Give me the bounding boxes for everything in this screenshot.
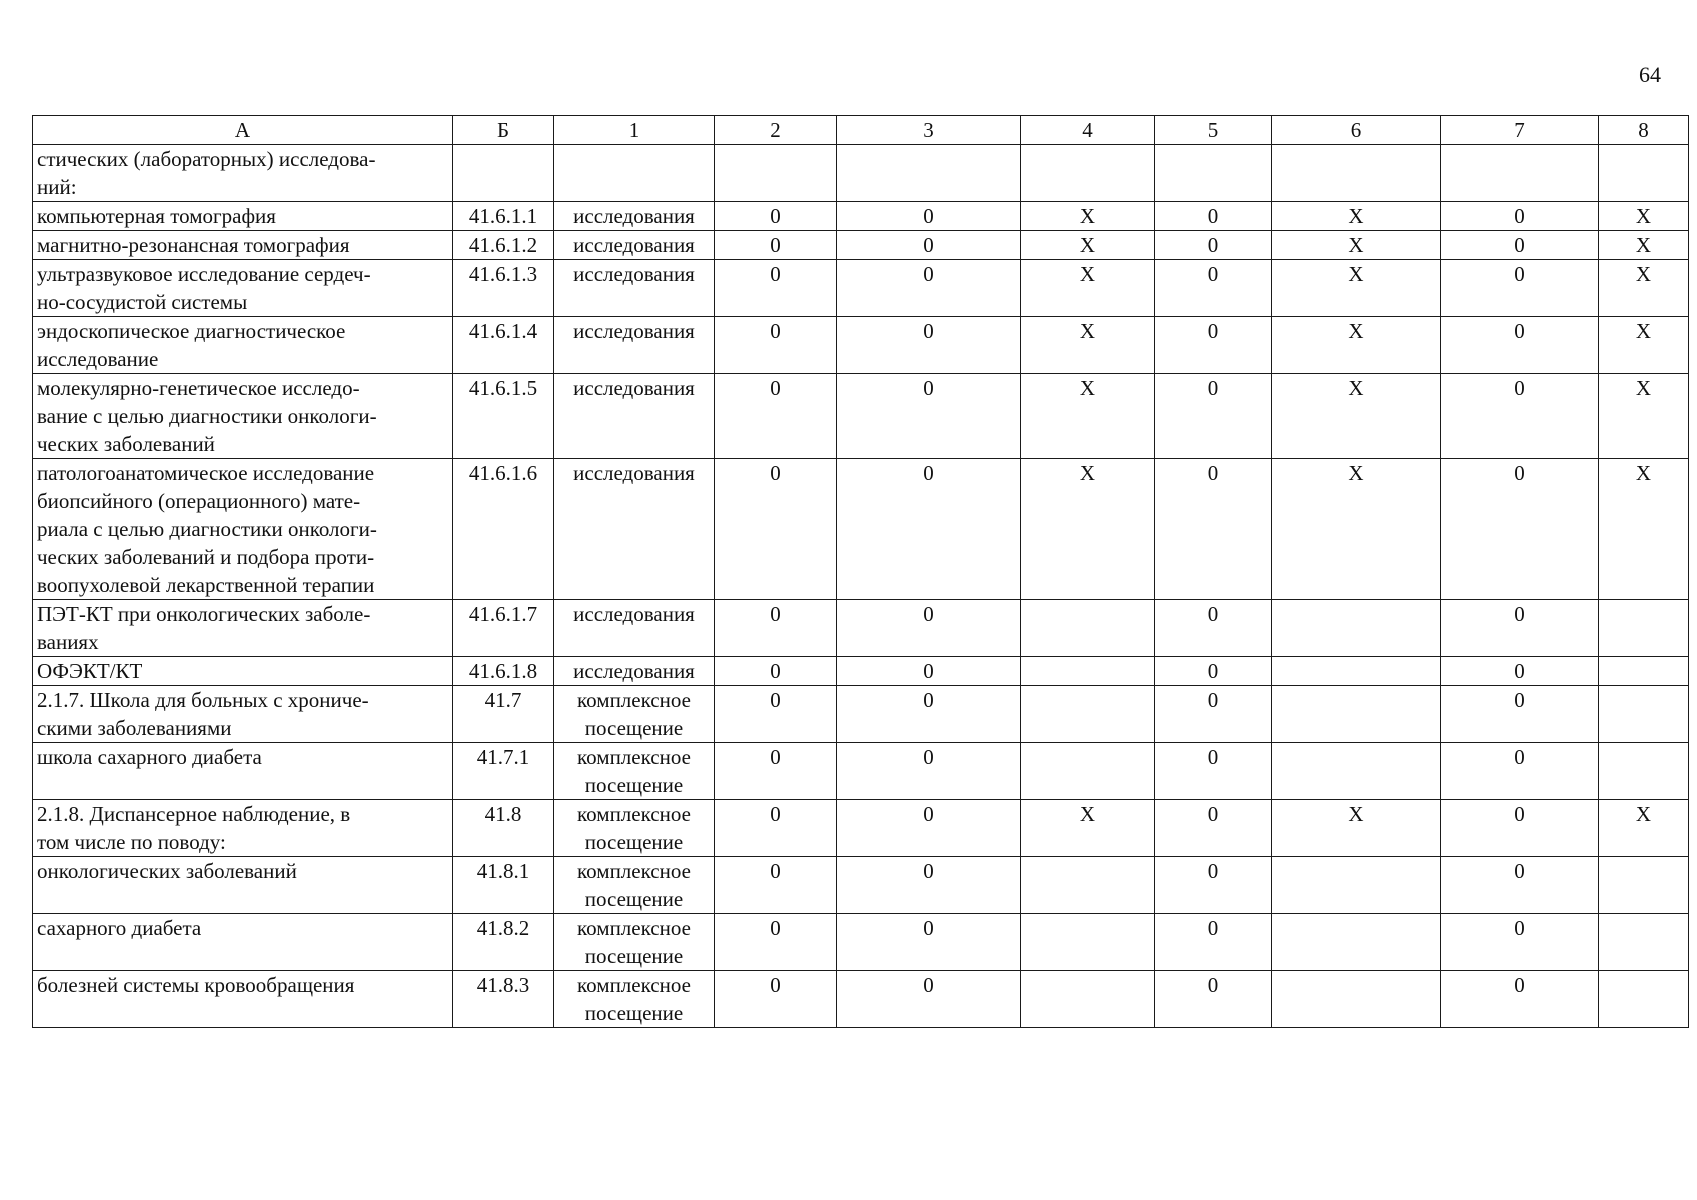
column-header-b: Б xyxy=(453,116,554,145)
table-row xyxy=(33,914,1689,971)
value-cell-col-2: 0 xyxy=(715,231,837,260)
value-cell-col-2: 0 xyxy=(715,857,837,914)
value-cell-col-5: 0 xyxy=(1155,857,1272,914)
row-unit-cell: исследования xyxy=(554,260,715,317)
table-row xyxy=(33,260,1689,317)
row-name-cell: онкологических заболеваний xyxy=(33,857,453,914)
column-header-8: 8 xyxy=(1599,116,1689,145)
value-cell-col-8: X xyxy=(1599,459,1689,600)
value-cell-col-7: 0 xyxy=(1441,857,1599,914)
value-cell-col-7: 0 xyxy=(1441,231,1599,260)
table-row xyxy=(33,800,1689,857)
value-cell-col-2: 0 xyxy=(715,971,837,1028)
row-code-cell: 41.6.1.3 xyxy=(453,260,554,317)
table-row xyxy=(33,459,1689,600)
value-cell-col-7: 0 xyxy=(1441,971,1599,1028)
value-cell-col-8 xyxy=(1599,914,1689,971)
value-cell-col-3: 0 xyxy=(837,971,1021,1028)
value-cell-col-8: X xyxy=(1599,260,1689,317)
column-header-4: 4 xyxy=(1021,116,1155,145)
value-cell-col-6 xyxy=(1272,145,1441,202)
row-name-cell: патологоанатомическое исследование биопсийного (операционного) мате- риала с целью диагностики онкологи- ческих заболеваний и подбора проти- воопухолевой лекарственной терапии xyxy=(33,459,453,600)
value-cell-col-6 xyxy=(1272,657,1441,686)
value-cell-col-6: X xyxy=(1272,317,1441,374)
value-cell-col-6: X xyxy=(1272,800,1441,857)
column-header-6: 6 xyxy=(1272,116,1441,145)
row-unit-cell: комплексное посещение xyxy=(554,743,715,800)
value-cell-col-2: 0 xyxy=(715,202,837,231)
value-cell-col-2: 0 xyxy=(715,657,837,686)
row-unit-cell: исследования xyxy=(554,600,715,657)
row-name-cell: молекулярно-генетическое исследо- вание с целью диагностики онкологи- ческих заболеваний xyxy=(33,374,453,459)
table-body xyxy=(33,145,1689,1028)
row-code-cell: 41.6.1.4 xyxy=(453,317,554,374)
row-unit-cell: исследования xyxy=(554,317,715,374)
value-cell-col-4: X xyxy=(1021,231,1155,260)
column-header-7: 7 xyxy=(1441,116,1599,145)
table-row xyxy=(33,317,1689,374)
value-cell-col-8 xyxy=(1599,857,1689,914)
row-code-cell: 41.8.1 xyxy=(453,857,554,914)
value-cell-col-8 xyxy=(1599,145,1689,202)
value-cell-col-3 xyxy=(837,145,1021,202)
value-cell-col-2: 0 xyxy=(715,743,837,800)
value-cell-col-4 xyxy=(1021,657,1155,686)
table-row xyxy=(33,857,1689,914)
value-cell-col-3: 0 xyxy=(837,800,1021,857)
value-cell-col-4 xyxy=(1021,914,1155,971)
row-code-cell: 41.6.1.7 xyxy=(453,600,554,657)
value-cell-col-3: 0 xyxy=(837,459,1021,600)
value-cell-col-5: 0 xyxy=(1155,202,1272,231)
row-code-cell: 41.6.1.6 xyxy=(453,459,554,600)
table-row xyxy=(33,686,1689,743)
value-cell-col-4: X xyxy=(1021,317,1155,374)
value-cell-col-3: 0 xyxy=(837,657,1021,686)
value-cell-col-6: X xyxy=(1272,202,1441,231)
value-cell-col-7: 0 xyxy=(1441,374,1599,459)
report-table xyxy=(32,115,1689,1028)
table-row xyxy=(33,743,1689,800)
value-cell-col-2: 0 xyxy=(715,459,837,600)
value-cell-col-6 xyxy=(1272,686,1441,743)
value-cell-col-3: 0 xyxy=(837,374,1021,459)
value-cell-col-7 xyxy=(1441,145,1599,202)
value-cell-col-5: 0 xyxy=(1155,231,1272,260)
value-cell-col-5: 0 xyxy=(1155,374,1272,459)
value-cell-col-2 xyxy=(715,145,837,202)
value-cell-col-8: X xyxy=(1599,800,1689,857)
value-cell-col-7: 0 xyxy=(1441,600,1599,657)
value-cell-col-4: X xyxy=(1021,459,1155,600)
value-cell-col-7: 0 xyxy=(1441,686,1599,743)
column-header-a: А xyxy=(33,116,453,145)
value-cell-col-7: 0 xyxy=(1441,800,1599,857)
row-code-cell: 41.7.1 xyxy=(453,743,554,800)
table-row xyxy=(33,145,1689,202)
column-header-3: 3 xyxy=(837,116,1021,145)
row-name-cell: 2.1.8. Диспансерное наблюдение, в том числе по поводу: xyxy=(33,800,453,857)
value-cell-col-7: 0 xyxy=(1441,459,1599,600)
value-cell-col-7: 0 xyxy=(1441,914,1599,971)
value-cell-col-8 xyxy=(1599,971,1689,1028)
row-code-cell: 41.7 xyxy=(453,686,554,743)
row-code-cell: 41.6.1.8 xyxy=(453,657,554,686)
row-name-cell: школа сахарного диабета xyxy=(33,743,453,800)
value-cell-col-2: 0 xyxy=(715,374,837,459)
header-row xyxy=(33,116,1689,145)
value-cell-col-6: X xyxy=(1272,231,1441,260)
column-header-5: 5 xyxy=(1155,116,1272,145)
value-cell-col-6: X xyxy=(1272,260,1441,317)
value-cell-col-4 xyxy=(1021,743,1155,800)
value-cell-col-4 xyxy=(1021,600,1155,657)
row-unit-cell: комплексное посещение xyxy=(554,914,715,971)
value-cell-col-8 xyxy=(1599,743,1689,800)
value-cell-col-7: 0 xyxy=(1441,743,1599,800)
value-cell-col-7: 0 xyxy=(1441,657,1599,686)
row-name-cell: ультразвуковое исследование сердеч- но-сосудистой системы xyxy=(33,260,453,317)
column-header-2: 2 xyxy=(715,116,837,145)
row-code-cell: 41.6.1.1 xyxy=(453,202,554,231)
value-cell-col-2: 0 xyxy=(715,686,837,743)
value-cell-col-2: 0 xyxy=(715,317,837,374)
value-cell-col-5 xyxy=(1155,145,1272,202)
value-cell-col-3: 0 xyxy=(837,600,1021,657)
row-code-cell xyxy=(453,145,554,202)
table-row xyxy=(33,657,1689,686)
value-cell-col-6 xyxy=(1272,600,1441,657)
value-cell-col-4: X xyxy=(1021,374,1155,459)
row-unit-cell: комплексное посещение xyxy=(554,800,715,857)
value-cell-col-6 xyxy=(1272,743,1441,800)
value-cell-col-7: 0 xyxy=(1441,260,1599,317)
row-name-cell: магнитно-резонансная томография xyxy=(33,231,453,260)
row-unit-cell: исследования xyxy=(554,374,715,459)
row-unit-cell: комплексное посещение xyxy=(554,686,715,743)
row-unit-cell: исследования xyxy=(554,657,715,686)
value-cell-col-3: 0 xyxy=(837,202,1021,231)
value-cell-col-8: X xyxy=(1599,317,1689,374)
value-cell-col-6 xyxy=(1272,857,1441,914)
row-code-cell: 41.8.3 xyxy=(453,971,554,1028)
table-row xyxy=(33,600,1689,657)
value-cell-col-5: 0 xyxy=(1155,260,1272,317)
row-code-cell: 41.6.1.2 xyxy=(453,231,554,260)
row-unit-cell xyxy=(554,145,715,202)
value-cell-col-3: 0 xyxy=(837,260,1021,317)
value-cell-col-7: 0 xyxy=(1441,317,1599,374)
row-code-cell: 41.6.1.5 xyxy=(453,374,554,459)
value-cell-col-4 xyxy=(1021,145,1155,202)
value-cell-col-4 xyxy=(1021,686,1155,743)
row-name-cell: компьютерная томография xyxy=(33,202,453,231)
value-cell-col-5: 0 xyxy=(1155,459,1272,600)
value-cell-col-8: X xyxy=(1599,374,1689,459)
table-row xyxy=(33,374,1689,459)
table-row xyxy=(33,202,1689,231)
row-name-cell: сахарного диабета xyxy=(33,914,453,971)
row-unit-cell: комплексное посещение xyxy=(554,857,715,914)
value-cell-col-7: 0 xyxy=(1441,202,1599,231)
value-cell-col-4: X xyxy=(1021,800,1155,857)
value-cell-col-5: 0 xyxy=(1155,657,1272,686)
value-cell-col-8 xyxy=(1599,600,1689,657)
value-cell-col-6: X xyxy=(1272,459,1441,600)
table-row xyxy=(33,971,1689,1028)
row-name-cell: 2.1.7. Школа для больных с хрониче- скими заболеваниями xyxy=(33,686,453,743)
value-cell-col-3: 0 xyxy=(837,914,1021,971)
value-cell-col-2: 0 xyxy=(715,600,837,657)
value-cell-col-8 xyxy=(1599,657,1689,686)
value-cell-col-6 xyxy=(1272,971,1441,1028)
value-cell-col-5: 0 xyxy=(1155,600,1272,657)
row-unit-cell: исследования xyxy=(554,459,715,600)
row-code-cell: 41.8.2 xyxy=(453,914,554,971)
value-cell-col-2: 0 xyxy=(715,260,837,317)
value-cell-col-3: 0 xyxy=(837,317,1021,374)
value-cell-col-2: 0 xyxy=(715,800,837,857)
value-cell-col-4 xyxy=(1021,857,1155,914)
value-cell-col-4: X xyxy=(1021,202,1155,231)
row-code-cell: 41.8 xyxy=(453,800,554,857)
value-cell-col-5: 0 xyxy=(1155,317,1272,374)
column-header-1: 1 xyxy=(554,116,715,145)
value-cell-col-5: 0 xyxy=(1155,686,1272,743)
value-cell-col-8: X xyxy=(1599,202,1689,231)
row-name-cell: ПЭТ-КТ при онкологических заболе- ваниях xyxy=(33,600,453,657)
value-cell-col-5: 0 xyxy=(1155,743,1272,800)
value-cell-col-8 xyxy=(1599,686,1689,743)
row-unit-cell: исследования xyxy=(554,231,715,260)
value-cell-col-4: X xyxy=(1021,260,1155,317)
value-cell-col-3: 0 xyxy=(837,857,1021,914)
row-unit-cell: исследования xyxy=(554,202,715,231)
value-cell-col-4 xyxy=(1021,971,1155,1028)
value-cell-col-6 xyxy=(1272,914,1441,971)
value-cell-col-5: 0 xyxy=(1155,971,1272,1028)
value-cell-col-5: 0 xyxy=(1155,914,1272,971)
value-cell-col-6: X xyxy=(1272,374,1441,459)
value-cell-col-8: X xyxy=(1599,231,1689,260)
value-cell-col-3: 0 xyxy=(837,686,1021,743)
value-cell-col-2: 0 xyxy=(715,914,837,971)
value-cell-col-5: 0 xyxy=(1155,800,1272,857)
row-name-cell: ОФЭКТ/КТ xyxy=(33,657,453,686)
table-row xyxy=(33,231,1689,260)
row-name-cell: стических (лабораторных) исследова- ний: xyxy=(33,145,453,202)
value-cell-col-3: 0 xyxy=(837,743,1021,800)
row-name-cell: эндоскопическое диагностическое исследование xyxy=(33,317,453,374)
row-name-cell: болезней системы кровообращения xyxy=(33,971,453,1028)
page-number: 64 xyxy=(1639,62,1661,87)
row-unit-cell: комплексное посещение xyxy=(554,971,715,1028)
value-cell-col-3: 0 xyxy=(837,231,1021,260)
